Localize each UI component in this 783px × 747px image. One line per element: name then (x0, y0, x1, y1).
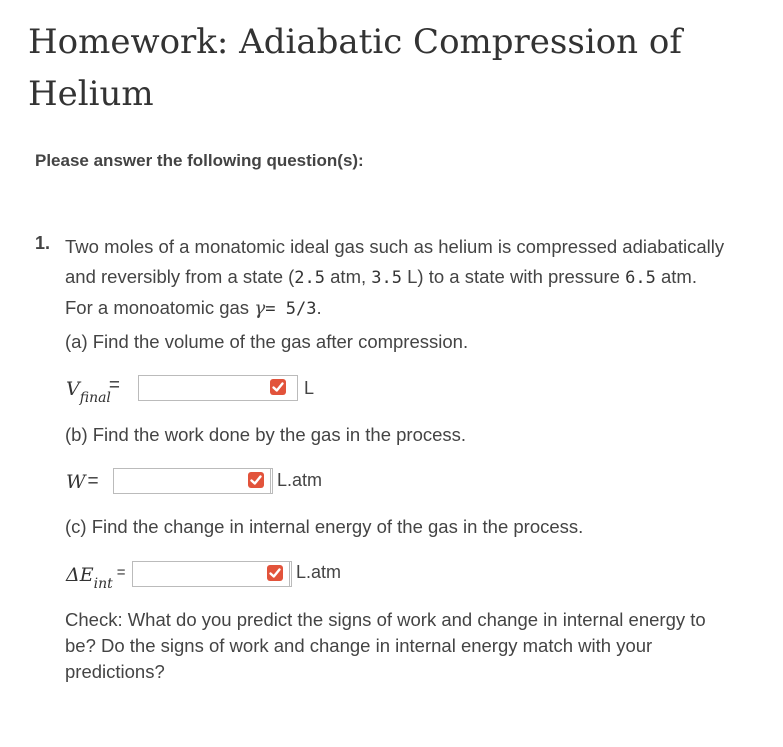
question-text-3: L) to a state with pressure (401, 265, 626, 287)
checkmark-icon[interactable] (270, 379, 286, 395)
part-c-equals: = (116, 563, 126, 581)
part-b-unit-divider (270, 468, 271, 494)
part-b-equals: = (87, 471, 99, 492)
part-c-input-group (132, 561, 292, 587)
initial-pressure: 2.5 (294, 267, 325, 288)
part-c-unit: L.atm (296, 562, 342, 582)
question-text (65, 232, 725, 325)
part-a-equals: = (108, 375, 121, 396)
checkmark-icon[interactable] (248, 472, 264, 488)
question-number: 1. (35, 233, 51, 253)
part-a-unit-divider (297, 375, 298, 401)
gamma-symbol: γ (254, 298, 266, 319)
question-text-5: . (316, 297, 322, 318)
gamma-value: = 5/3 (265, 299, 317, 319)
part-c-symbol (66, 564, 113, 592)
part-a-prompt: (a) Find the volume of the gas after compression. (65, 331, 469, 352)
part-a-subscript: final (79, 390, 111, 406)
page-title: Homework: Adiabatic Compression of Helium (28, 22, 682, 114)
part-a-symbol (66, 378, 111, 406)
part-c-symbol-main: ΔE (66, 564, 94, 586)
part-c-unit-divider (289, 561, 290, 587)
instructions: Please answer the following question(s): (35, 151, 364, 170)
question-text-4: atm. For a monoatomic gas (65, 265, 697, 318)
part-c-subscript: int (93, 576, 113, 592)
check-prompt: Check: What do you predict the signs of work and change in internal energy to be? Do the signs of work and change in internal energy match with your predictions? (65, 609, 706, 682)
part-a-unit: L (304, 378, 315, 398)
question-text-2: atm, (325, 265, 372, 287)
part-a-symbol-main: V (66, 378, 80, 400)
part-b-input-group (113, 468, 273, 494)
part-a-input-group (138, 375, 298, 401)
part-b-prompt: (b) Find the work done by the gas in the process. (65, 424, 467, 445)
part-a-answer-row (66, 374, 120, 404)
part-b-unit: L.atm (277, 470, 323, 490)
part-b-symbol: W (66, 471, 86, 493)
final-pressure: 6.5 (625, 267, 656, 288)
part-c-prompt: (c) Find the change in internal energy of the gas in the process. (65, 516, 584, 537)
checkmark-icon[interactable] (267, 565, 283, 581)
question-text-1: Two moles of a monatomic ideal gas such as helium is compressed adiabatically and reversibly from a state ( (65, 236, 725, 287)
part-c-answer-row (66, 560, 125, 590)
part-b-answer-row (66, 467, 99, 497)
initial-volume: 3.5 (371, 267, 402, 288)
